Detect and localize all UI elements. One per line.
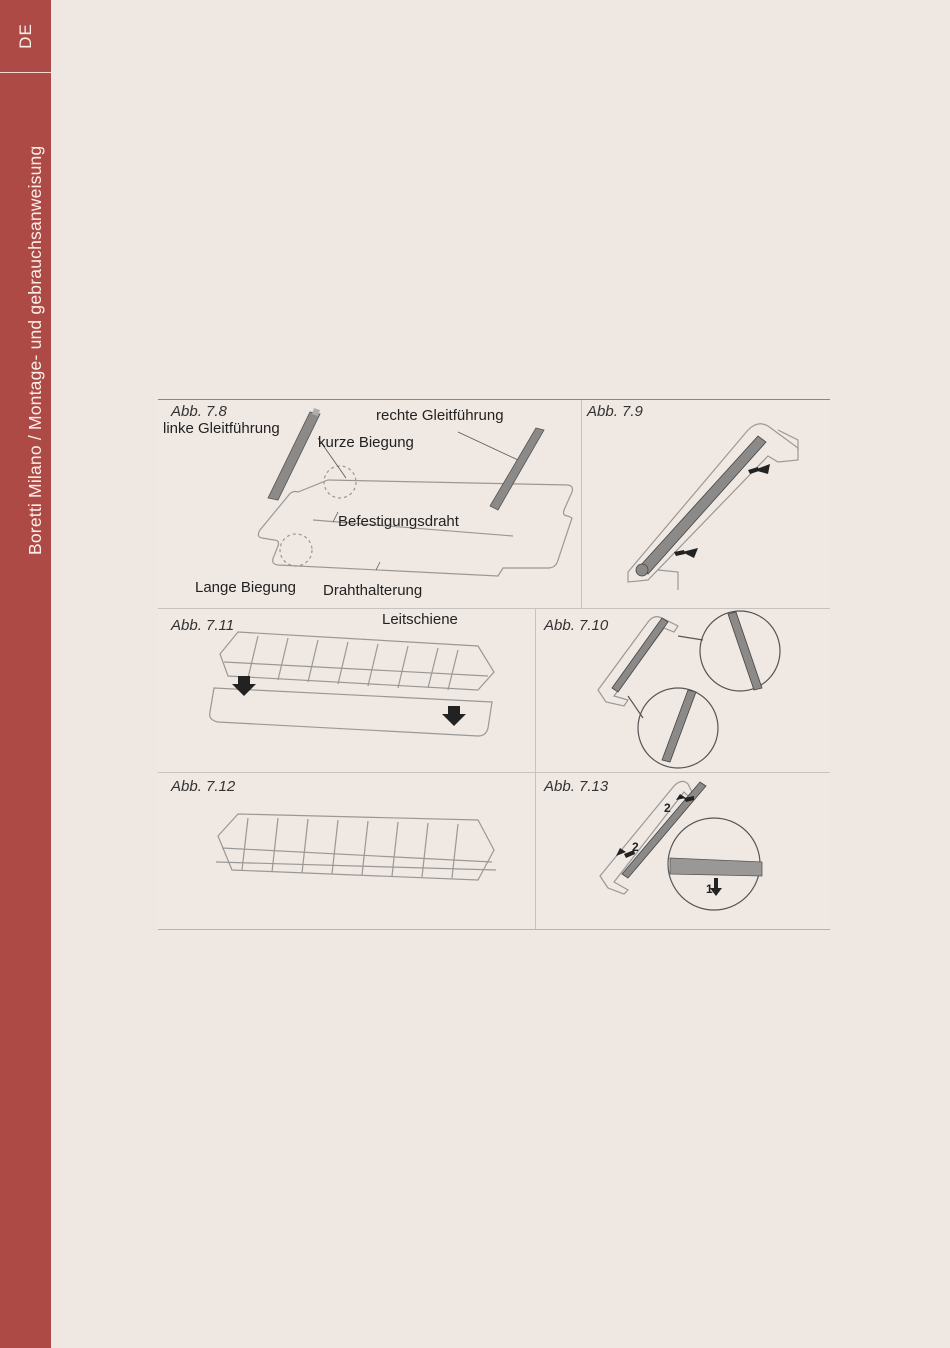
language-label: DE bbox=[15, 23, 35, 49]
sidebar bbox=[0, 0, 51, 1348]
figure-caption: Abb. 7.12 bbox=[171, 778, 236, 795]
label-left-slide: linke Gleitführung bbox=[163, 420, 280, 437]
label-wire-holder: Drahthalterung bbox=[323, 582, 423, 599]
step-marker: 2 bbox=[664, 801, 671, 815]
right-slide-rail bbox=[490, 428, 544, 510]
short-bend-marker bbox=[324, 466, 356, 498]
slide-rail-7-10 bbox=[612, 618, 668, 692]
sidebar-divider bbox=[0, 72, 51, 73]
long-bend-marker bbox=[280, 534, 312, 566]
figure-caption: Abb. 7.10 bbox=[544, 617, 609, 634]
label-right-slide: rechte Gleitführung bbox=[376, 407, 504, 424]
label-fixing-wire: Befestigungsdraht bbox=[338, 513, 459, 530]
step-marker: 1 bbox=[706, 882, 713, 896]
figure-drawings bbox=[158, 400, 830, 929]
figure-panel bbox=[158, 399, 830, 930]
arrow-icon bbox=[232, 676, 466, 726]
label-short-bend: kurze Biegung bbox=[318, 434, 414, 451]
figure-caption: Abb. 7.11 bbox=[171, 617, 235, 634]
oven-rack-7-12 bbox=[216, 814, 496, 880]
language-tab bbox=[0, 0, 51, 72]
label-guide-rail: Leitschiene bbox=[382, 611, 458, 628]
figure-caption: Abb. 7.13 bbox=[544, 778, 609, 795]
document-title: Boretti Milano / Montage- und gebrauchsanweisung bbox=[25, 145, 45, 555]
figure-caption: Abb. 7.8 bbox=[171, 403, 227, 420]
label-long-bend: Lange Biegung bbox=[195, 579, 296, 596]
slide-rail-7-9 bbox=[636, 436, 766, 576]
figure-caption: Abb. 7.9 bbox=[587, 403, 643, 420]
step-marker: 2 bbox=[632, 840, 639, 854]
